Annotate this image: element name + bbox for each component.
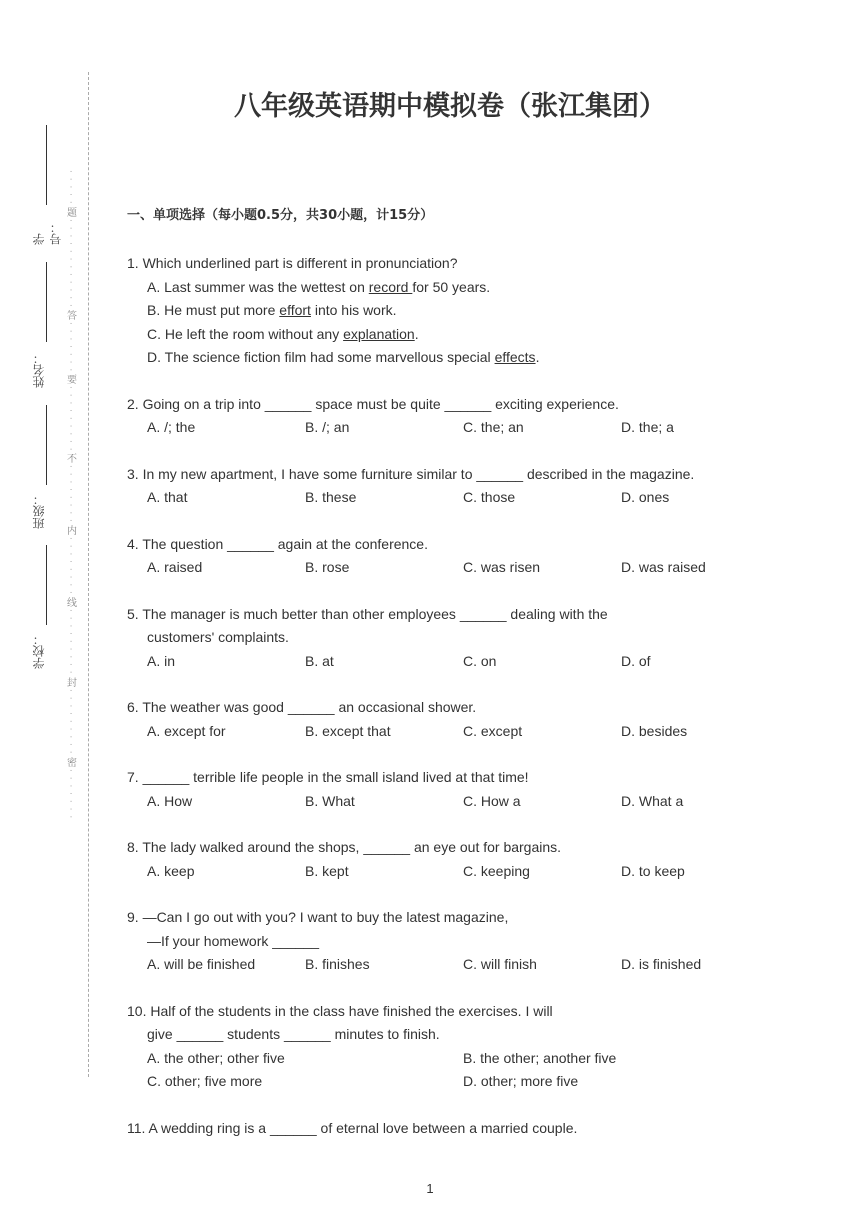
option-a: A. that bbox=[147, 489, 188, 505]
student-id-line bbox=[46, 125, 47, 205]
question-list bbox=[127, 252, 787, 1163]
option-d: D. ones bbox=[621, 489, 670, 505]
option-c: C. other; five more bbox=[147, 1073, 263, 1089]
option-b: B. rose bbox=[305, 559, 350, 575]
question-stem: 9. —Can I go out with you? I want to buy the latest magazine, bbox=[127, 909, 509, 925]
seal-char: 线 bbox=[64, 597, 76, 608]
option-a: A. in bbox=[147, 652, 176, 669]
option-d: D. the; a bbox=[621, 419, 674, 435]
option-d: D. to keep bbox=[621, 862, 685, 879]
option-c: C. the; an bbox=[463, 419, 524, 435]
question-stem: 5. The manager is much better than other employees ______ dealing with the bbox=[127, 605, 608, 622]
question-4 bbox=[127, 533, 787, 580]
seal-char: 封 bbox=[64, 676, 76, 687]
section-heading: 一、单项选择（每小题0.5分，共30小题，计15分） bbox=[127, 208, 434, 223]
option-b: B. finishes bbox=[305, 956, 370, 972]
class-line bbox=[46, 405, 47, 485]
option-d: D. was raised bbox=[621, 559, 706, 575]
option-a: A. will be finished bbox=[147, 956, 256, 972]
question-stem: 1. Which underlined part is different in pronunciation? bbox=[127, 255, 458, 271]
option-a: A. /; the bbox=[147, 419, 196, 435]
option-b: B. except that bbox=[305, 722, 391, 739]
question-stem: 2. Going on a trip into ______ space must be quite ______ exciting experience. bbox=[127, 395, 619, 412]
question-10 bbox=[127, 1000, 787, 1094]
option-c: C. was risen bbox=[463, 559, 541, 575]
question-stem: 7. ______ terrible life people in the small island lived at that time! bbox=[127, 769, 529, 785]
page-number: 1 bbox=[426, 1181, 434, 1196]
name-label: 姓名： bbox=[32, 352, 46, 388]
option-c: C. except bbox=[463, 722, 523, 739]
student-id-label: 学号： bbox=[32, 221, 63, 245]
student-id-field bbox=[22, 125, 63, 245]
question-stem: 3. In my new apartment, I have some furniture similar to ______ described in the magazine. bbox=[127, 465, 695, 482]
question-3 bbox=[127, 463, 787, 510]
option-c: C. keeping bbox=[463, 862, 530, 879]
option-a: A. keep bbox=[147, 862, 195, 879]
option-b: B. kept bbox=[305, 862, 349, 879]
option-d: D. other; more five bbox=[463, 1073, 579, 1089]
option-a: A. How bbox=[147, 792, 193, 809]
question-2 bbox=[127, 393, 787, 440]
option-d: D. is finished bbox=[621, 956, 702, 972]
question-stem: 10. Half of the students in the class have finished the exercises. I will bbox=[127, 1002, 553, 1019]
option-b: B. the other; another five bbox=[463, 1049, 617, 1066]
option-b: B. these bbox=[305, 489, 357, 505]
option-b: B. /; an bbox=[305, 419, 350, 435]
school-field bbox=[22, 545, 52, 675]
option-a: A. except for bbox=[147, 722, 226, 739]
seal-char: 密 bbox=[64, 756, 76, 767]
question-1 bbox=[127, 252, 787, 370]
question-11 bbox=[127, 1117, 787, 1141]
question-stem: 6. The weather was good ______ an occasional shower. bbox=[127, 699, 477, 715]
option-b: B. What bbox=[305, 792, 355, 809]
class-label: 班级： bbox=[32, 493, 46, 529]
option-c: C. on bbox=[463, 652, 497, 669]
school-label: 学校： bbox=[32, 633, 46, 669]
option-c: C. those bbox=[463, 489, 516, 505]
binding-dashed-line bbox=[88, 72, 89, 1077]
option-c: C. will finish bbox=[463, 956, 537, 972]
exam-title: 八年级英语期中模拟卷（张江集团） bbox=[234, 91, 666, 122]
question-stem: 11. A wedding ring is a ______ of eternal love between a married couple. bbox=[127, 1119, 578, 1136]
name-line bbox=[46, 262, 47, 342]
seal-char: 答 bbox=[64, 309, 76, 320]
seal-line-text: · · · · · 题 · · · · · · · · · · · · 答 · · · · · · · 要 · · · · · · · · · 不 · · · · · · · · 内 · · · · · · · · 线 · · · · · · · · · 封 · · · · · · · · · 密 · · · · · · · bbox=[64, 170, 76, 819]
question-6 bbox=[127, 696, 787, 743]
class-field bbox=[22, 405, 52, 535]
question-stem: 4. The question ______ again at the conference. bbox=[127, 535, 428, 552]
question-5 bbox=[127, 603, 787, 674]
option-a: A. Last summer was the wettest on record for 50 years. bbox=[147, 278, 491, 295]
seal-char: 内 bbox=[64, 525, 76, 536]
option-d: D. What a bbox=[621, 792, 684, 809]
underlined-word: effort bbox=[279, 302, 311, 318]
option-d: D. The science fiction film had some marvellous special effects. bbox=[147, 349, 540, 365]
option-a: A. raised bbox=[147, 559, 203, 575]
underlined-word: record bbox=[368, 278, 413, 295]
question-8 bbox=[127, 836, 787, 883]
option-c: C. He left the room without any explanation. bbox=[147, 325, 419, 342]
school-line bbox=[46, 545, 47, 625]
option-b: B. He must put more effort into his work. bbox=[147, 302, 397, 318]
option-b: B. at bbox=[305, 652, 334, 669]
question-stem-continued: give ______ students ______ minutes to finish. bbox=[147, 1026, 440, 1042]
option-c: C. How a bbox=[463, 792, 521, 809]
question-7 bbox=[127, 766, 787, 813]
underlined-word: explanation bbox=[343, 325, 415, 342]
option-d: D. besides bbox=[621, 722, 688, 739]
underlined-word: effects bbox=[494, 349, 536, 365]
seal-char: 题 bbox=[64, 206, 76, 217]
question-stem-continued: customers' complaints. bbox=[147, 629, 289, 645]
option-a: A. the other; other five bbox=[147, 1049, 285, 1066]
question-stem-continued: —If your homework ______ bbox=[147, 932, 319, 949]
option-d: D. of bbox=[621, 652, 651, 669]
seal-char: 不 bbox=[64, 453, 76, 464]
name-field bbox=[22, 262, 52, 392]
question-9 bbox=[127, 906, 787, 977]
seal-char: 要 bbox=[64, 373, 76, 384]
question-stem: 8. The lady walked around the shops, ______ an eye out for bargains. bbox=[127, 839, 562, 855]
